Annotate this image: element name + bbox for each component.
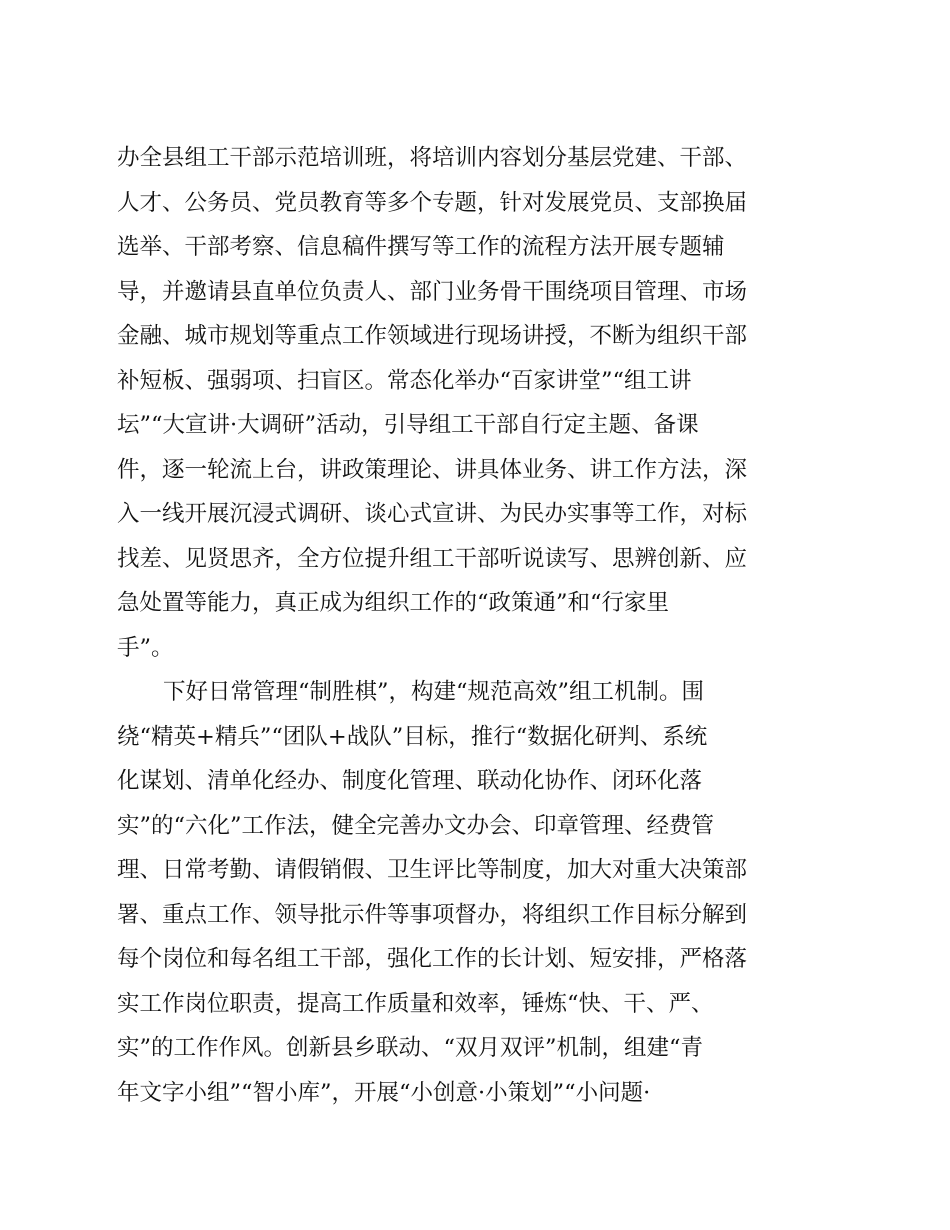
text-line: 手”。 xyxy=(117,634,174,661)
text-line: 每个岗位和每名组工干部，强化工作的长计划、短安排，严格落 xyxy=(117,946,748,972)
text-line: 办全县组工干部示范培训班，将培训内容划分基层党建、干部、 xyxy=(117,145,748,171)
text-line: 人才、公务员、党员教育等多个专题，针对发展党员、支部换届 xyxy=(117,189,748,216)
text-line: 导，并邀请县直单位负责人、部门业务骨干围绕项目管理、市场 xyxy=(117,278,748,305)
text-line: 入一线开展沉浸式调研、谈心式宣讲、为民办实事等工作，对标 xyxy=(117,501,748,527)
text-line: 坛”“大宣讲·大调研”活动，引导组工干部自行定主题、备课 xyxy=(117,412,699,438)
document-body xyxy=(117,136,817,1115)
text-line: 补短板、强弱项、扫盲区。常态化举办“百家讲堂”“组工讲 xyxy=(117,367,692,394)
text-line: 实工作岗位职责，提高工作质量和效率，锤炼“快、干、严、 xyxy=(117,990,714,1017)
text-line: 实”的工作作风。创新县乡联动、“双月双评”机制，组建“青 xyxy=(117,1035,704,1061)
paragraph-2 xyxy=(117,670,817,1115)
text-line: 署、重点工作、领导批示件等事项督办，将组织工作目标分解到 xyxy=(117,901,748,928)
text-line: 实”的“六化”工作法，健全完善办文办会、印章管理、经费管 xyxy=(117,812,715,839)
text-line: 急处置等能力，真正成为组织工作的“政策通”和“行家里 xyxy=(117,590,670,616)
text-line-first: 下好日常管理“制胜棋”，构建“规范高效”组工机制。围 xyxy=(163,679,705,705)
text-line: 件，逐一轮流上台，讲政策理论、讲具体业务、讲工作方法，深 xyxy=(117,456,748,483)
text-line: 选举、干部考察、信息稿件撰写等工作的流程方法开展专题辅 xyxy=(117,234,725,260)
text-line: 化谋划、清单化经办、制度化管理、联动化协作、闭环化落 xyxy=(117,768,703,794)
text-line: 金融、城市规划等重点工作领域进行现场讲授，不断为组织干部 xyxy=(117,323,748,349)
text-line: 绕“精英+精兵”“团队+战队”目标，推行“数据化研判、系统 xyxy=(117,723,708,750)
paragraph-1 xyxy=(117,136,817,670)
text-line: 理、日常考勤、请假销假、卫生评比等制度，加大对重大决策部 xyxy=(117,857,748,883)
text-line: 找差、见贤思齐，全方位提升组工干部听说读写、思辨创新、应 xyxy=(117,545,748,572)
text-line: 年文字小组”“智小库”，开展“小创意·小策划”“小问题· xyxy=(117,1079,651,1106)
